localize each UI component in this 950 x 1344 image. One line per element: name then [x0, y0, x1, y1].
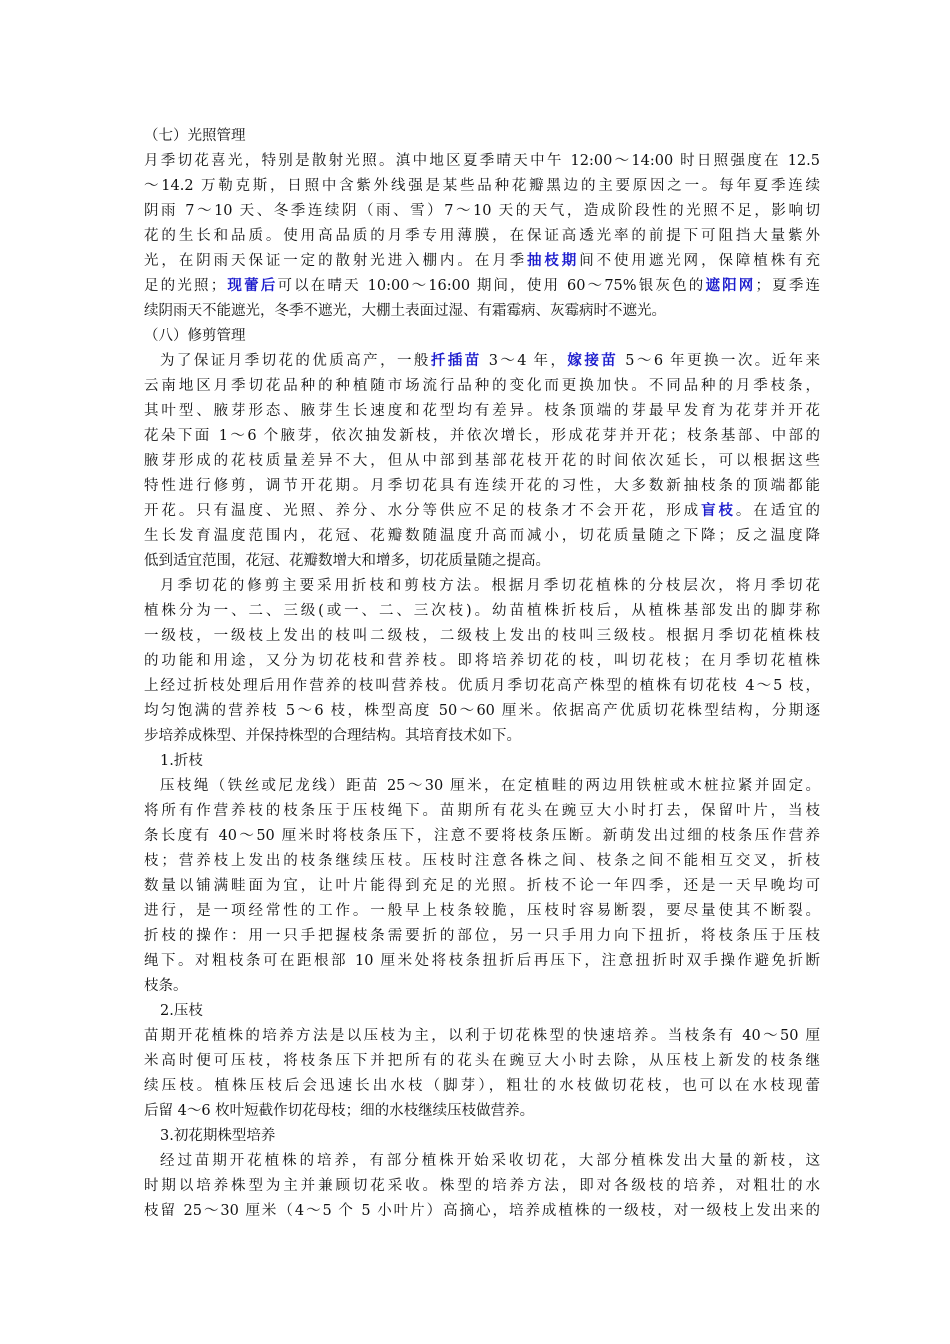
text-line: 经过苗期开花植株的培养，有部分植株开始采收切花，大部分植株发出大量的新枝，这 [160, 1153, 820, 1169]
text-line: 步培养成株型、并保持株型的合理结构。其培育技术如下。 [144, 728, 521, 744]
text-line: 植株分为一、二、三级(或一、二、三次枝)。幼苗植株折枝后，从植株基部发出的脚芽称 [144, 603, 820, 619]
heading-folding-branches: 1.折枝 [160, 753, 203, 769]
text-line: 时期以培养株型为主并兼顾切花采收。株型的培养方法，即对各级枝的培养，对粗壮的水 [144, 1178, 820, 1194]
text-line: 均匀饱满的营养枝 5～6 枝，株型高度 50～60 厘米。依据高产优质切花株型结构，分期逐 [144, 703, 820, 719]
text-line: 花的生长和品质。使用高品质的月季专用薄膜，在保证高透光率的前提下可阻挡大量紫外 [144, 228, 820, 244]
link-blind-shoot[interactable]: 盲枝 [701, 502, 736, 519]
heading-early-flowering-shaping: 3.初花期株型培养 [160, 1128, 276, 1144]
text-line: 数量以铺满畦面为宜，让叶片能得到充足的光照。折枝不论一年四季，还是一天早晚均可 [144, 878, 820, 894]
text-line: 折枝的操作：用一只手把握枝条需要折的部位，另一只手用力向下扭折，将枝条压于压枝 [144, 928, 820, 944]
text-line: 的功能和用途，又分为切花枝和营养枝。即将培养切花的枝，叫切花枝；在月季切花植株 [144, 653, 820, 669]
heading-pressing-branches: 2.压枝 [160, 1003, 203, 1019]
link-shoot-stage[interactable]: 抽枝期 [526, 252, 580, 269]
heading-pruning-management: （八）修剪管理 [144, 328, 246, 344]
link-shade-net[interactable]: 遮阳网 [705, 277, 756, 294]
text-line: 开花。只有温度、光照、养分、水分等供应不足的枝条才不会开花，形成盲枝。在适宜的 [144, 502, 821, 519]
text-line: ～14.2 万勒克斯，日照中含紫外线强是某些品种花瓣黑边的主要原因之一。每年夏季连续 [144, 178, 820, 194]
text-line: 云南地区月季切花品种的种植随市场流行品种的变化而更换加快。不同品种的月季枝条， [144, 378, 820, 394]
text-line: 条长度有 40～50 厘米时将枝条压下，注意不要将枝条压断。新萌发出过细的枝条压作营养 [144, 828, 820, 844]
text-line: 一级枝，一级枝上发出的枝叫二级枝，二级枝上发出的枝叫三级枝。根据月季切花植株枝 [144, 628, 820, 644]
text-line: 光，在阴雨天保证一定的散射光进入棚内。在月季抽枝期间不使用遮光网，保障植株有充 [144, 252, 821, 269]
text-line: 进行，是一项经常性的工作。一般早上枝条较脆，压枝时容易断裂，要尽量使其不断裂。 [144, 903, 820, 919]
text-line: 后留 4～6 枚叶短截作切花母枝；细的水枝继续压枝做营养。 [144, 1103, 535, 1119]
text-line: 绳下。对粗枝条可在距根部 10 厘米处将枝条扭折后再压下，注意扭折时双手操作避免折断 [144, 953, 820, 969]
text-line: 上经过折枝处理后用作营养的枝叫营养枝。优质月季切花高产株型的植株有切花枝 4～5 枝， [144, 678, 820, 694]
text-line: 米高时便可压枝，将枝条压下并把所有的花头在豌豆大小时去除，从压枝上新发的枝条继 [144, 1053, 820, 1069]
link-after-budding[interactable]: 现蕾后 [225, 277, 278, 294]
text-line: 特性进行修剪，调节开花期。月季切花具有连续开花的习性，大多数新抽枝条的顶端都能 [144, 478, 820, 494]
text-line: 为了保证月季切花的优质高产，一般扦插苗 3～4 年，嫁接苗 5～6 年更换一次。近年来 [160, 352, 821, 369]
text-line: 压枝绳（铁丝或尼龙线）距苗 25～30 厘米，在定植畦的两边用铁桩或木桩拉紧并固定。 [160, 778, 820, 794]
text-line: 低到适宜范围，花冠、花瓣数增大和增多，切花质量随之提高。 [144, 553, 550, 569]
text-line: 枝条。 [144, 978, 188, 994]
heading-light-management: （七）光照管理 [144, 128, 246, 144]
text-line: 足的光照；现蕾后可以在晴天 10:00～16:00 期间，使用 60～75%银灰色的遮阳网；夏季连 [144, 277, 821, 294]
text-line: 续压枝。植株压枝后会迅速长出水枝（脚芽），粗壮的水枝做切花枝，也可以在水枝现蕾 [144, 1078, 820, 1094]
text-line: 腋芽形成的花枝质量差异不大，但从中部到基部花枝开花的时间依次延长，可以根据这些 [144, 453, 820, 469]
text-line: 月季切花的修剪主要采用折枝和剪枝方法。根据月季切花植株的分枝层次，将月季切花 [160, 578, 820, 594]
link-grafted-seedling[interactable]: 嫁接苗 [567, 352, 619, 369]
text-line: 枝；营养枝上发出的枝条继续压枝。压枝时注意各株之间、枝条之间不能相互交叉，折枝 [144, 853, 820, 869]
text-line: 花朵下面 1～6 个腋芽，依次抽发新枝，并依次增长，形成花芽并开花；枝条基部、中部的 [144, 428, 820, 444]
text-line: 其叶型、腋芽形态、腋芽生长速度和花型均有差异。枝条顶端的芽最早发育为花芽并开花 [144, 403, 820, 419]
text-line: 续阴雨天不能遮光，冬季不遮光，大棚土表面过湿、有霜霉病、灰霉病时不遮光。 [144, 303, 666, 319]
text-line: 生长发育温度范围内，花冠、花瓣数随温度升高而减小，切花质量随之下降；反之温度降 [144, 528, 820, 544]
text-line: 月季切花喜光，特别是散射光照。滇中地区夏季晴天中午 12:00～14:00 时日照强度在 12.5 [144, 153, 820, 169]
text-line: 枝留 25～30 厘米（4～5 个 5 小叶片）高摘心，培养成植株的一级枝，对一级枝上发出来的 [144, 1203, 820, 1219]
text-line: 将所有作营养枝的枝条压于压枝绳下。苗期所有花头在豌豆大小时打去，保留叶片，当枝 [144, 803, 820, 819]
text-line: 阴雨 7～10 天、冬季连续阴（雨、雪）7～10 天的天气，造成阶段性的光照不足，影响切 [144, 203, 820, 219]
text-line: 苗期开花植株的培养方法是以压枝为主，以利于切花株型的快速培养。当枝条有 40～50 厘 [144, 1028, 820, 1044]
link-cutting-seedling[interactable]: 扦插苗 [430, 352, 482, 369]
